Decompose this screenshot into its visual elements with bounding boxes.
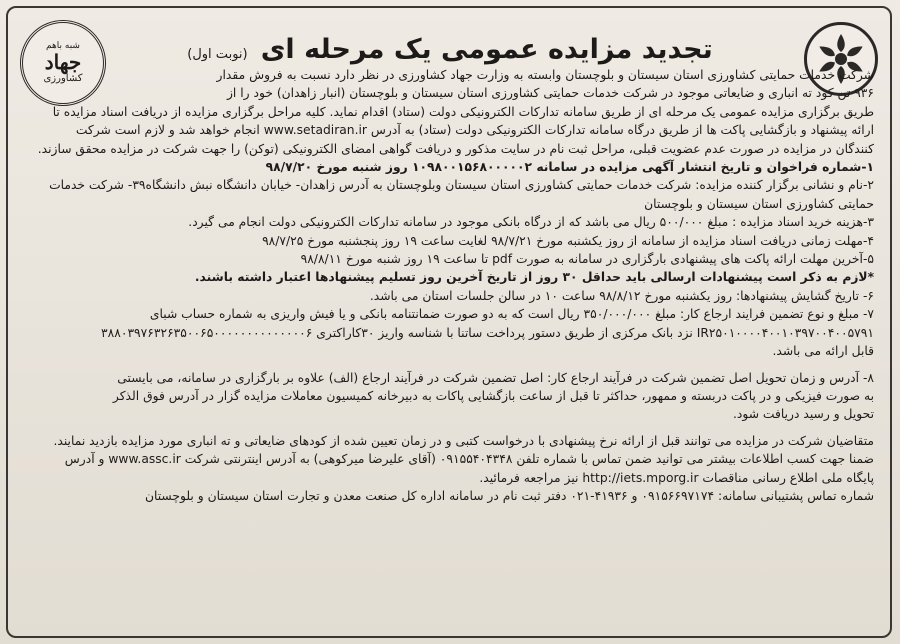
- item-line: ۷- مبلغ و نوع تضمین فرایند ارجاع کار: مبلغ ۳۵۰/۰۰۰/۰۰۰ ریال است که به دو صورت ضمانتنامه بانکی و یا فیش واریزی به شماره حساب شبای: [149, 307, 874, 322]
- intro-line: طریق برگزاری مزایده عمومی یک مرحله ای از طریق سامانه تدارکات الکترونیکی دولت (ستاد) اقدام نماید. کلیه مراحل برگزاری مزایده از دریافت اسناد مزایده تا: [52, 104, 874, 119]
- logo-line-3: کشاورزی: [43, 73, 83, 84]
- logo-line-2: جهاد: [44, 50, 82, 74]
- intro-line: کنندگان در مزایده در صورت عدم عضویت قبلی، مراحل ثبت نام در سایت مذکور و دریافت گواهی امضای الکترونیکی (توکن) را جهت شرکت در مزایده محقق سازند.: [37, 141, 874, 156]
- item-line: حمایتی کشاورزی استان سیستان و بلوچستان: [644, 196, 874, 211]
- item-line: ۴-مهلت زمانی دریافت اسناد مزایده از سامانه از روز یکشنبه مورخ ۹۸/۷/۲۱ لغایت ساعت ۱۹ روز پنجشنبه مورخ ۹۸/۷/۲۵: [262, 233, 874, 248]
- item8-line: به صورت فیزیکی و در پاکت دربسته و ممهور، حداکثر تا قبل از ساعت بازگشایی پاکات به دبیرخانه کمیسیون معاملات مزایده گزار در آدرس فوق الذکر: [112, 388, 874, 403]
- notice-title: تجدید مزایده عمومی یک مرحله ای: [260, 34, 713, 65]
- item8-line: تحویل و رسید دریافت شود.: [732, 407, 874, 422]
- item-line: ۶- تاریخ گشایش پیشنهادها: روز یکشنبه مورخ ۹۸/۸/۱۲ ساعت ۱۰ در سالن جلسات استان می باشد.: [369, 288, 874, 303]
- item8-line: ۸- آدرس و زمان تحویل اصل تضمین شرکت در فرآیند ارجاع کار: اصل تضمین شرکت در فرآیند ارجاع (الف) علاوه بر بارگزاری در سامانه، می بایستی: [117, 370, 874, 385]
- item-line: ۵-آخرین مهلت ارائه پاکت های پیشنهادی بارگزاری در سامانه به صورت pdf تا ساعت ۱۹ روز شنبه مورخ ۹۸/۸/۱۱: [300, 252, 874, 267]
- intro-line: ۹۳۶ تن کود ته انباری و ضایعاتی موجود در شرکت خدمات حمایتی کشاورزی استان سیستان و بلوچستان (انبار زاهدان) خود را از: [226, 86, 874, 101]
- item-line: IR۲۵۰۱۰۰۰۰۴۰۰۱۰۳۹۷۰۰۴۰۰۵۷۹۱ نزد بانک مرکزی از طریق دستور پرداخت ساتنا با شناسه واریز ۳۰کاراکتری ۳۸۸۰۳۹۷۶۳۲۶۳۵۰۰۶۵۰۰۰۰۰۰۰۰۰۰۰۰۰۰۶: [101, 325, 874, 340]
- notice-round: (نوبت اول): [187, 47, 248, 62]
- item-line: ۱-شماره فراخوان و تاریخ انتشار آگهی مزایده در سامانه ۱۰۹۸۰۰۱۵۶۸۰۰۰۰۰۲ روز شنبه مورخ ۹۸/۷/۲۰: [265, 160, 874, 175]
- footer-line: ضمنا جهت کسب اطلاعات بیشتر می توانید ضمن تماس با شماره تلفن ۰۹۱۵۵۴۰۴۳۴۸ (آقای علیرضا میرکوهی) به آدرس اینترنتی شرکت www.assc.ir و آدرس: [64, 452, 874, 467]
- item-line: ۲-نام و نشانی برگزار کننده مزایده: شرکت خدمات حمایتی کشاورزی استان سیستان وبلوچستان به آدرس زاهدان- خیابان دانشگاه نبش دانشگاه۳۹- شرکت خدمات: [49, 178, 874, 193]
- footer-line: متقاضیان شرکت در مزایده می توانند قبل از ارائه نرخ پیشنهادی با درخواست کتبی و در زمان تعیین شده از کودهای ضایعاتی و ته انباری مورد مزایده بازدید نمایند.: [53, 433, 874, 448]
- item-line: ۳-هزینه خرید اسناد مزایده : مبلغ ۵۰۰/۰۰۰ ریال می باشد که از درگاه بانکی موجود در سامانه تدارکات الکترونیکی دولت انجام می گیرد.: [188, 215, 874, 230]
- footer-line: پایگاه ملی اطلاع رسانی مناقصات http://iets.mporg.ir نیز مراجعه فرمائید.: [479, 470, 874, 485]
- intro-line: شرکت خدمات حمایتی کشاورزی استان سیستان و بلوچستان وابسته به وزارت جهاد کشاورزی در نظر دارد نسبت به فروش مقدار: [216, 68, 874, 82]
- item-line: *لازم به ذکر است پیشنهادات ارسالی باید حداقل ۳۰ روز از تاریخ آخرین روز تسلیم پیشنهادها اعتبار داشته باشند.: [194, 270, 874, 285]
- intro-line: ارائه پیشنهاد و بازگشایی پاکت ها از طریق درگاه سامانه تدارکات الکترونیکی دولت (ستاد) به آدرس www.setadiran.ir انجام خواهد شد و لازم است شرکت: [75, 123, 874, 138]
- spacer: [26, 424, 874, 432]
- footer-line: شماره تماس پشتیبانی سامانه: ۰۹۱۵۶۶۹۷۱۷۴ و ۴۱۹۳۶-۰۲۱ دفتر ثبت نام در سامانه اداره کل صنعت معدن و تجارت استان سیستان و بلوچستان: [144, 488, 874, 503]
- item-line: قابل ارائه می باشد.: [772, 344, 874, 359]
- heading: [180, 34, 720, 65]
- spacer: [26, 361, 874, 369]
- logo-line-1: شبه باهم: [46, 41, 80, 51]
- notice-body: [26, 66, 874, 505]
